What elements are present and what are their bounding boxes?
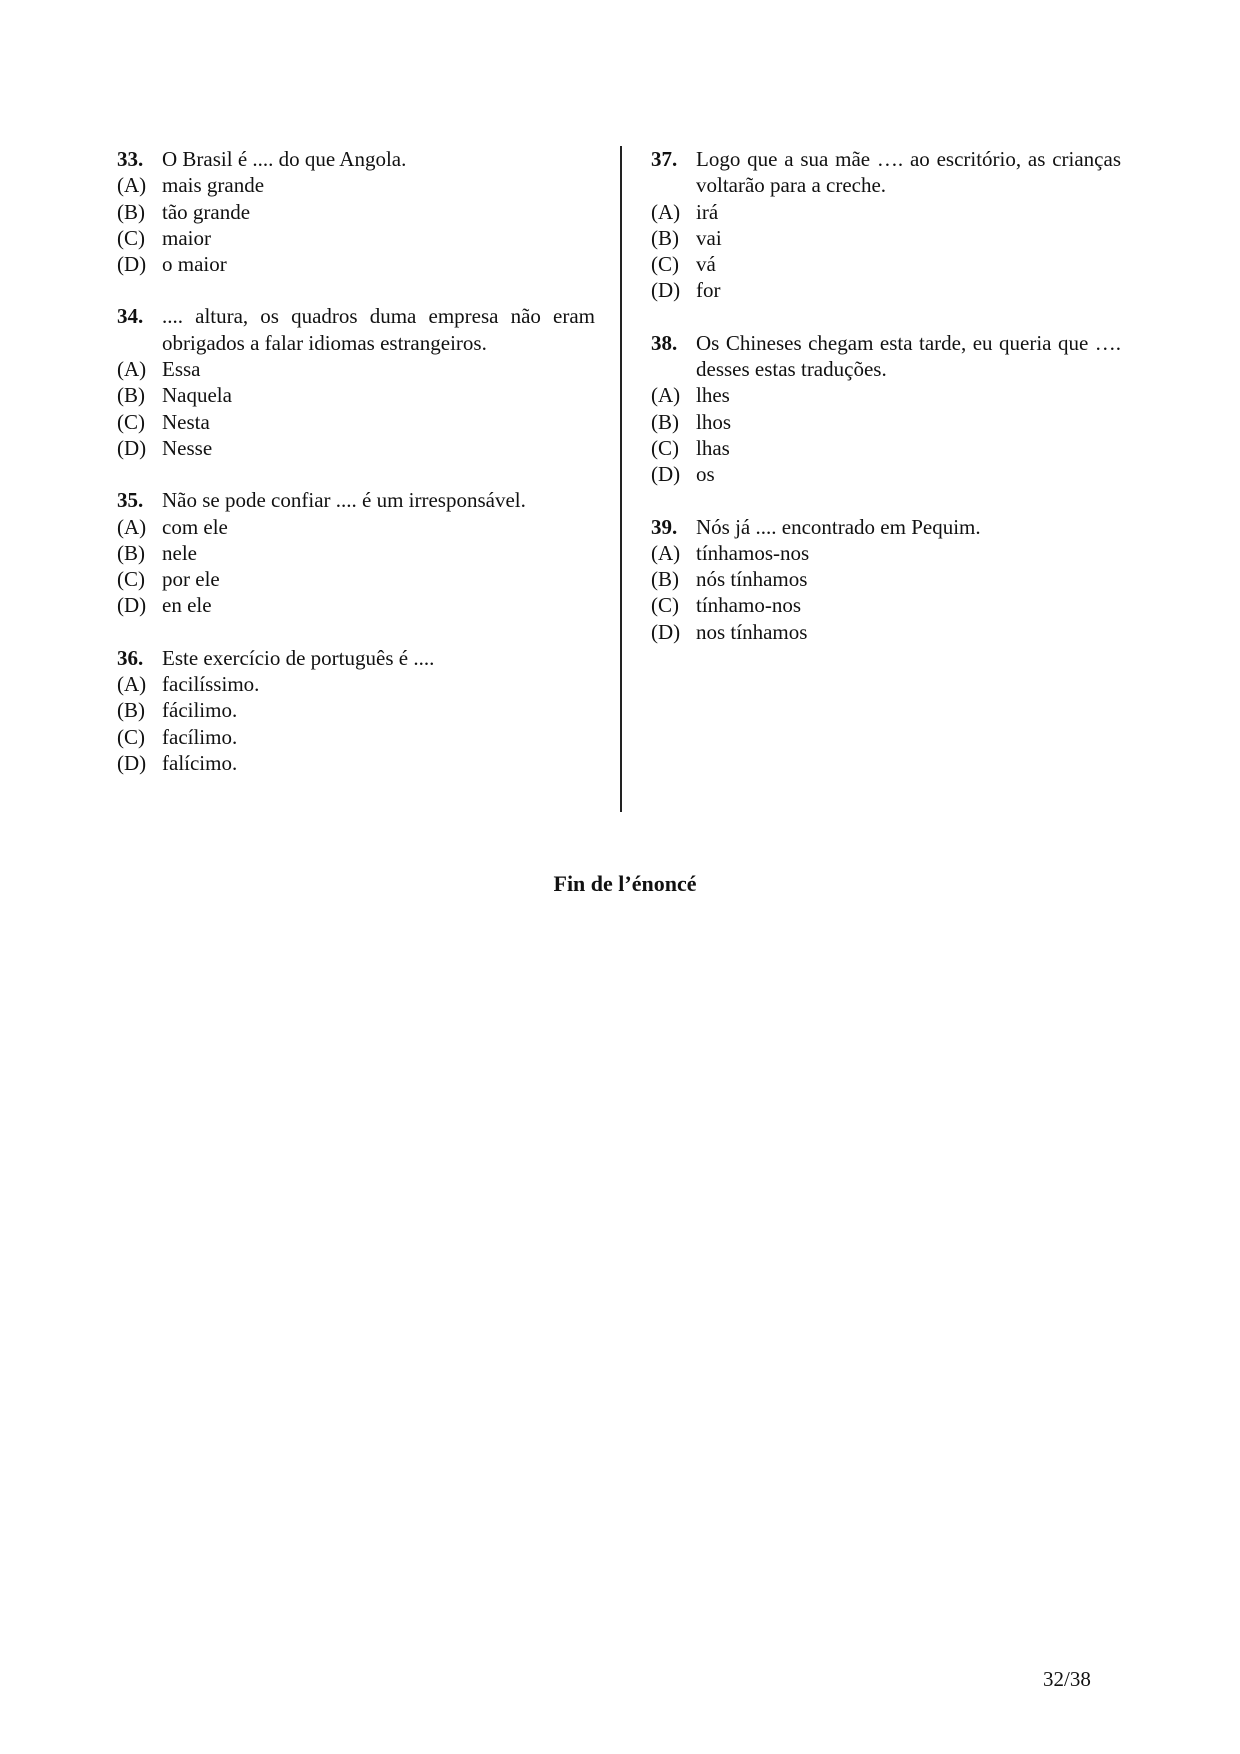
question-text: Este exercício de português é ....: [162, 645, 435, 670]
option-letter: (D): [651, 278, 681, 303]
option-letter: (D): [117, 750, 147, 775]
question-text: Os Chineses chegam esta tarde, eu queria que …. desses estas traduções.: [696, 330, 1121, 382]
option-text: com ele: [162, 514, 228, 539]
page-number: 32/38: [1043, 1667, 1091, 1691]
end-of-statement: Fin de l’énoncé: [553, 871, 697, 896]
option-d: [117, 435, 595, 461]
option-letter: (C): [117, 225, 145, 250]
option-text: facilíssimo.: [162, 672, 260, 697]
option-letter: (A): [651, 199, 681, 224]
option-text: tão grande: [162, 199, 251, 224]
option-letter: (B): [651, 225, 679, 250]
option-a: [651, 199, 1121, 225]
question-39: [651, 514, 1121, 645]
right-column: [651, 146, 1121, 671]
option-d: [117, 251, 595, 277]
option-b: [651, 409, 1121, 435]
left-column: [117, 146, 595, 802]
option-c: [651, 435, 1121, 461]
option-text: Naquela: [162, 383, 232, 408]
option-c: [117, 225, 595, 251]
question-33: [117, 146, 595, 277]
option-letter: (A): [651, 540, 681, 565]
option-text: for: [696, 278, 721, 303]
question-38: [651, 330, 1121, 488]
option-letter: (B): [117, 698, 145, 723]
option-letter: (B): [117, 540, 145, 565]
option-a: [117, 514, 595, 540]
option-text: nós tínhamos: [696, 567, 808, 592]
option-text: vá: [696, 252, 716, 277]
option-text: lhas: [696, 435, 730, 460]
question-number: 39.: [651, 514, 678, 539]
option-letter: (B): [117, 199, 145, 224]
option-letter: (D): [117, 252, 147, 277]
option-letter: (A): [117, 173, 147, 198]
option-b: [651, 225, 1121, 251]
option-letter: (C): [117, 724, 145, 749]
option-d: [651, 461, 1121, 487]
option-text: o maior: [162, 252, 227, 277]
option-text: lhos: [696, 409, 732, 434]
option-letter: (C): [651, 593, 679, 618]
option-text: facílimo.: [162, 724, 238, 749]
option-text: nele: [162, 540, 197, 565]
option-letter: (B): [117, 383, 145, 408]
option-a: [117, 671, 595, 697]
option-letter: (B): [651, 409, 679, 434]
question-36: [117, 645, 595, 776]
option-a: [117, 356, 595, 382]
option-b: [117, 199, 595, 225]
option-letter: (A): [651, 383, 681, 408]
option-letter: (C): [117, 409, 145, 434]
option-letter: (A): [117, 672, 147, 697]
option-text: Nesta: [162, 409, 210, 434]
option-d: [651, 277, 1121, 303]
question-text: .... altura, os quadros duma empresa não eram obrigados a falar idiomas estrangeiros.: [162, 304, 595, 355]
question-number: 34.: [117, 304, 144, 329]
question-number: 38.: [651, 330, 678, 355]
option-letter: (A): [117, 514, 147, 539]
option-letter: (C): [651, 435, 679, 460]
option-letter: (C): [651, 252, 679, 277]
column-divider: [620, 146, 622, 812]
option-text: os: [696, 462, 715, 487]
question-text: Não se pode confiar .... é um irresponsável.: [162, 488, 526, 513]
option-d: [117, 750, 595, 776]
question-34: [117, 303, 595, 461]
option-text: Essa: [162, 357, 201, 382]
option-letter: (D): [651, 619, 681, 644]
option-a: [651, 540, 1121, 566]
option-b: [117, 540, 595, 566]
option-text: maior: [162, 225, 211, 250]
option-letter: (D): [117, 593, 147, 618]
option-d: [651, 619, 1121, 645]
question-text: Logo que a sua mãe …. ao escritório, as crianças voltarão para a creche.: [696, 147, 1121, 198]
question-35: [117, 487, 595, 618]
option-a: [651, 382, 1121, 408]
option-c: [117, 724, 595, 750]
question-number: 33.: [117, 147, 144, 171]
question-text: Nós já .... encontrado em Pequim.: [696, 514, 981, 539]
question-number: 37.: [651, 147, 678, 171]
option-b: [117, 697, 595, 723]
question-text: O Brasil é .... do que Angola.: [162, 147, 407, 171]
option-c: [651, 592, 1121, 618]
option-text: tínhamo-nos: [696, 593, 801, 618]
option-d: [117, 592, 595, 618]
option-text: lhes: [696, 383, 730, 408]
option-text: por ele: [162, 567, 220, 592]
option-letter: (D): [117, 435, 147, 460]
option-c: [117, 409, 595, 435]
option-letter: (A): [117, 357, 147, 382]
option-letter: (D): [651, 462, 681, 487]
question-number: 35.: [117, 488, 144, 513]
option-c: [117, 566, 595, 592]
question-number: 36.: [117, 645, 144, 670]
option-b: [651, 566, 1121, 592]
option-text: fácilimo.: [162, 698, 238, 723]
option-a: [117, 172, 595, 198]
option-text: en ele: [162, 593, 212, 618]
option-letter: (C): [117, 567, 145, 592]
option-c: [651, 251, 1121, 277]
option-text: nos tínhamos: [696, 619, 808, 644]
option-b: [117, 382, 595, 408]
option-text: irá: [696, 199, 719, 224]
option-text: Nesse: [162, 435, 213, 460]
option-letter: (B): [651, 567, 679, 592]
option-text: vai: [696, 225, 722, 250]
option-text: tínhamos-nos: [696, 540, 810, 565]
option-text: falícimo.: [162, 750, 238, 775]
option-text: mais grande: [162, 173, 265, 198]
question-37: [651, 146, 1121, 304]
